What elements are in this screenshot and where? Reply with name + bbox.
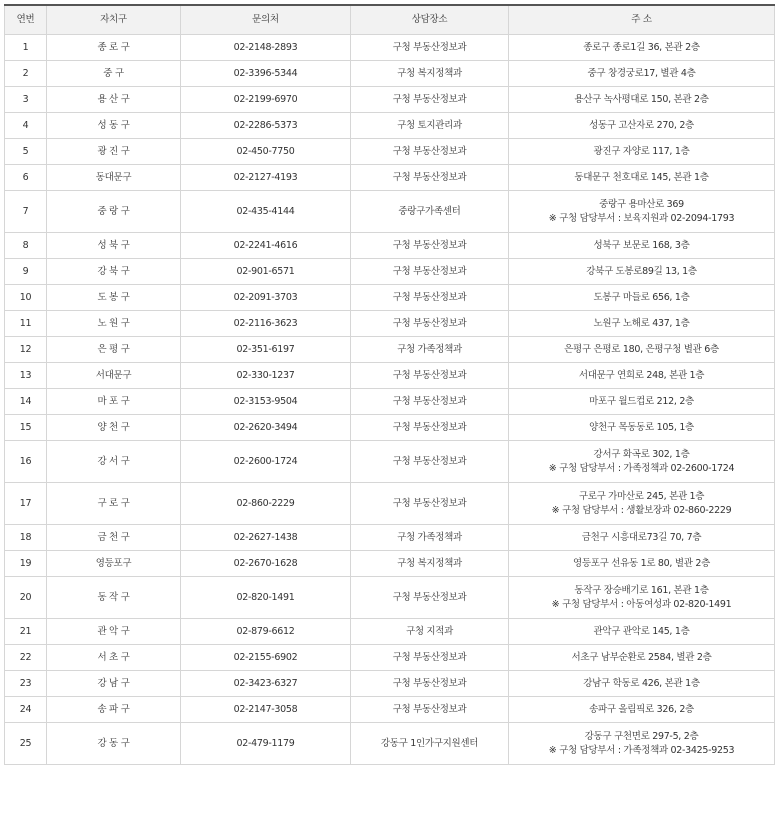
address-line: 동작구 장승배기로 161, 본관 1층	[574, 584, 709, 596]
cell-contact: 02-2127-4193	[181, 165, 351, 191]
address-line: 영등포구 선유동 1로 80, 별관 2층	[573, 557, 710, 569]
address-line: 노원구 노해로 437, 1층	[593, 317, 690, 329]
cell-contact: 02-2199-6970	[181, 87, 351, 113]
cell-address	[509, 619, 775, 645]
cell-address	[509, 363, 775, 389]
cell-place: 구청 가족정책과	[351, 525, 509, 551]
cell-contact: 02-901-6571	[181, 259, 351, 285]
cell-number: 5	[5, 139, 47, 165]
department-note: ※ 구청 담당부서 : 생활보장과 02-860-2229	[551, 504, 732, 516]
cell-contact: 02-2286-5373	[181, 113, 351, 139]
cell-district: 강 남 구	[47, 671, 181, 697]
cell-place: 구청 부동산정보과	[351, 671, 509, 697]
cell-address	[509, 483, 775, 525]
cell-district: 서 초 구	[47, 645, 181, 671]
address-line: 강서구 화곡로 302, 1층	[593, 448, 690, 460]
address-line: 중구 창경궁로17, 별관 4층	[587, 67, 696, 79]
cell-place: 구청 토지관리과	[351, 113, 509, 139]
cell-number: 7	[5, 191, 47, 233]
table-row	[5, 363, 775, 389]
table-row	[5, 441, 775, 483]
cell-district: 구 로 구	[47, 483, 181, 525]
cell-contact: 02-2116-3623	[181, 311, 351, 337]
cell-district: 영등포구	[47, 551, 181, 577]
address-line: 종로구 종로1길 36, 본관 2층	[583, 41, 700, 53]
cell-address	[509, 311, 775, 337]
cell-district: 중 구	[47, 61, 181, 87]
cell-contact: 02-860-2229	[181, 483, 351, 525]
cell-number: 18	[5, 525, 47, 551]
cell-address	[509, 525, 775, 551]
cell-number: 4	[5, 113, 47, 139]
cell-address	[509, 35, 775, 61]
cell-number: 19	[5, 551, 47, 577]
cell-address	[509, 165, 775, 191]
table-row	[5, 723, 775, 765]
cell-number: 9	[5, 259, 47, 285]
table-row	[5, 697, 775, 723]
cell-number: 8	[5, 233, 47, 259]
cell-place: 구청 부동산정보과	[351, 645, 509, 671]
address-line: 강북구 도봉로89길 13, 1층	[586, 265, 697, 277]
cell-number: 20	[5, 577, 47, 619]
cell-district: 양 천 구	[47, 415, 181, 441]
address-line: 성북구 보문로 168, 3층	[593, 239, 690, 251]
cell-number: 6	[5, 165, 47, 191]
cell-number: 22	[5, 645, 47, 671]
cell-place: 구청 부동산정보과	[351, 415, 509, 441]
cell-place: 구청 부동산정보과	[351, 577, 509, 619]
cell-district: 강 서 구	[47, 441, 181, 483]
cell-district: 강 북 구	[47, 259, 181, 285]
cell-place: 구청 지적과	[351, 619, 509, 645]
cell-place: 구청 부동산정보과	[351, 483, 509, 525]
cell-number: 12	[5, 337, 47, 363]
address-line: 마포구 월드컵로 212, 2층	[589, 395, 694, 407]
cell-address	[509, 233, 775, 259]
cell-place: 구청 부동산정보과	[351, 311, 509, 337]
address-line: 양천구 목동동로 105, 1층	[589, 421, 694, 433]
cell-district: 관 악 구	[47, 619, 181, 645]
cell-district: 마 포 구	[47, 389, 181, 415]
table-row	[5, 113, 775, 139]
table-row	[5, 619, 775, 645]
cell-contact: 02-2155-6902	[181, 645, 351, 671]
cell-contact: 02-2627-1438	[181, 525, 351, 551]
cell-contact: 02-450-7750	[181, 139, 351, 165]
table-row	[5, 389, 775, 415]
table-row	[5, 337, 775, 363]
cell-address	[509, 87, 775, 113]
cell-number: 25	[5, 723, 47, 765]
cell-number: 10	[5, 285, 47, 311]
cell-district: 중 랑 구	[47, 191, 181, 233]
cell-place: 구청 부동산정보과	[351, 35, 509, 61]
address-line: 성동구 고산자로 270, 2층	[589, 119, 694, 131]
address-line: 금천구 시흥대로73길 70, 7층	[581, 531, 702, 543]
cell-district: 송 파 구	[47, 697, 181, 723]
cell-address	[509, 285, 775, 311]
department-note: ※ 구청 담당부서 : 가족정책과 02-2600-1724	[548, 462, 735, 474]
address-line: 동대문구 천호대로 145, 본관 1층	[574, 171, 709, 183]
cell-address	[509, 415, 775, 441]
cell-address	[509, 259, 775, 285]
table-row	[5, 415, 775, 441]
cell-place: 구청 복지정책과	[351, 61, 509, 87]
cell-district: 동 작 구	[47, 577, 181, 619]
cell-district: 성 북 구	[47, 233, 181, 259]
table-row	[5, 191, 775, 233]
address-line: 은평구 은평로 180, 은평구청 별관 6층	[564, 343, 719, 355]
counseling-locations-table	[4, 4, 775, 765]
cell-district: 노 원 구	[47, 311, 181, 337]
cell-place: 구청 부동산정보과	[351, 441, 509, 483]
cell-contact: 02-2147-3058	[181, 697, 351, 723]
header-place: 상담장소	[351, 5, 509, 35]
cell-contact: 02-2148-2893	[181, 35, 351, 61]
cell-contact: 02-3153-9504	[181, 389, 351, 415]
cell-place: 구청 가족정책과	[351, 337, 509, 363]
cell-district: 성 동 구	[47, 113, 181, 139]
table-row	[5, 285, 775, 311]
address-line: 중랑구 용마산로 369	[599, 198, 684, 210]
cell-place: 구청 부동산정보과	[351, 139, 509, 165]
table-header-row	[5, 5, 775, 35]
header-contact: 문의처	[181, 5, 351, 35]
cell-address	[509, 113, 775, 139]
cell-place: 구청 부동산정보과	[351, 259, 509, 285]
cell-address	[509, 671, 775, 697]
cell-place: 중랑구가족센터	[351, 191, 509, 233]
header-district: 자치구	[47, 5, 181, 35]
cell-address	[509, 389, 775, 415]
address-line: 관악구 관악로 145, 1층	[593, 625, 690, 637]
cell-place: 구청 부동산정보과	[351, 389, 509, 415]
cell-contact: 02-330-1237	[181, 363, 351, 389]
table-row	[5, 551, 775, 577]
cell-district: 강 동 구	[47, 723, 181, 765]
table-row	[5, 165, 775, 191]
cell-number: 3	[5, 87, 47, 113]
cell-address	[509, 723, 775, 765]
cell-address	[509, 61, 775, 87]
cell-place: 구청 복지정책과	[351, 551, 509, 577]
table-row	[5, 139, 775, 165]
cell-contact: 02-2620-3494	[181, 415, 351, 441]
cell-contact: 02-3396-5344	[181, 61, 351, 87]
cell-number: 16	[5, 441, 47, 483]
department-note: ※ 구청 담당부서 : 보육지원과 02-2094-1793	[548, 212, 735, 224]
cell-number: 2	[5, 61, 47, 87]
cell-contact: 02-2241-4616	[181, 233, 351, 259]
table-row	[5, 645, 775, 671]
table-row	[5, 577, 775, 619]
cell-contact: 02-2600-1724	[181, 441, 351, 483]
cell-district: 동대문구	[47, 165, 181, 191]
table-row	[5, 259, 775, 285]
cell-number: 1	[5, 35, 47, 61]
address-line: 강동구 구천면로 297-5, 2층	[584, 730, 699, 742]
address-line: 구로구 가마산로 245, 본관 1층	[578, 490, 705, 502]
address-line: 서초구 남부순환로 2584, 별관 2층	[571, 651, 712, 663]
cell-address	[509, 191, 775, 233]
address-line: 강남구 학동로 426, 본관 1층	[583, 677, 700, 689]
cell-address	[509, 697, 775, 723]
cell-number: 11	[5, 311, 47, 337]
cell-place: 강동구 1인가구지원센터	[351, 723, 509, 765]
cell-number: 15	[5, 415, 47, 441]
cell-place: 구청 부동산정보과	[351, 363, 509, 389]
table-body	[5, 35, 775, 765]
cell-place: 구청 부동산정보과	[351, 87, 509, 113]
table-row	[5, 311, 775, 337]
cell-contact: 02-479-1179	[181, 723, 351, 765]
cell-contact: 02-820-1491	[181, 577, 351, 619]
cell-district: 광 진 구	[47, 139, 181, 165]
department-note: ※ 구청 담당부서 : 가족정책과 02-3425-9253	[548, 744, 735, 756]
cell-contact: 02-2670-1628	[181, 551, 351, 577]
table-row	[5, 35, 775, 61]
cell-district: 서대문구	[47, 363, 181, 389]
cell-place: 구청 부동산정보과	[351, 285, 509, 311]
address-line: 광진구 자양로 117, 1층	[593, 145, 690, 157]
cell-number: 23	[5, 671, 47, 697]
cell-contact: 02-879-6612	[181, 619, 351, 645]
cell-contact: 02-351-6197	[181, 337, 351, 363]
address-line: 도봉구 마들로 656, 1층	[593, 291, 690, 303]
cell-number: 13	[5, 363, 47, 389]
table-row	[5, 87, 775, 113]
cell-place: 구청 부동산정보과	[351, 233, 509, 259]
cell-address	[509, 645, 775, 671]
cell-address	[509, 441, 775, 483]
header-number: 연번	[5, 5, 47, 35]
cell-district: 종 로 구	[47, 35, 181, 61]
address-line: 용산구 녹사평대로 150, 본관 2층	[574, 93, 709, 105]
table-row	[5, 61, 775, 87]
cell-address	[509, 139, 775, 165]
cell-number: 24	[5, 697, 47, 723]
cell-contact: 02-3423-6327	[181, 671, 351, 697]
header-address: 주 소	[509, 5, 775, 35]
cell-district: 금 천 구	[47, 525, 181, 551]
table-row	[5, 483, 775, 525]
table-row	[5, 671, 775, 697]
cell-place: 구청 부동산정보과	[351, 165, 509, 191]
cell-contact: 02-2091-3703	[181, 285, 351, 311]
department-note: ※ 구청 담당부서 : 아동여성과 02-820-1491	[551, 598, 732, 610]
address-line: 송파구 올림픽로 326, 2층	[589, 703, 694, 715]
cell-number: 14	[5, 389, 47, 415]
cell-address	[509, 577, 775, 619]
cell-district: 도 봉 구	[47, 285, 181, 311]
cell-place: 구청 부동산정보과	[351, 697, 509, 723]
table-row	[5, 525, 775, 551]
cell-number: 21	[5, 619, 47, 645]
cell-district: 용 산 구	[47, 87, 181, 113]
cell-contact: 02-435-4144	[181, 191, 351, 233]
table-row	[5, 233, 775, 259]
cell-number: 17	[5, 483, 47, 525]
cell-address	[509, 337, 775, 363]
cell-district: 은 평 구	[47, 337, 181, 363]
cell-address	[509, 551, 775, 577]
address-line: 서대문구 연희로 248, 본관 1층	[578, 369, 705, 381]
